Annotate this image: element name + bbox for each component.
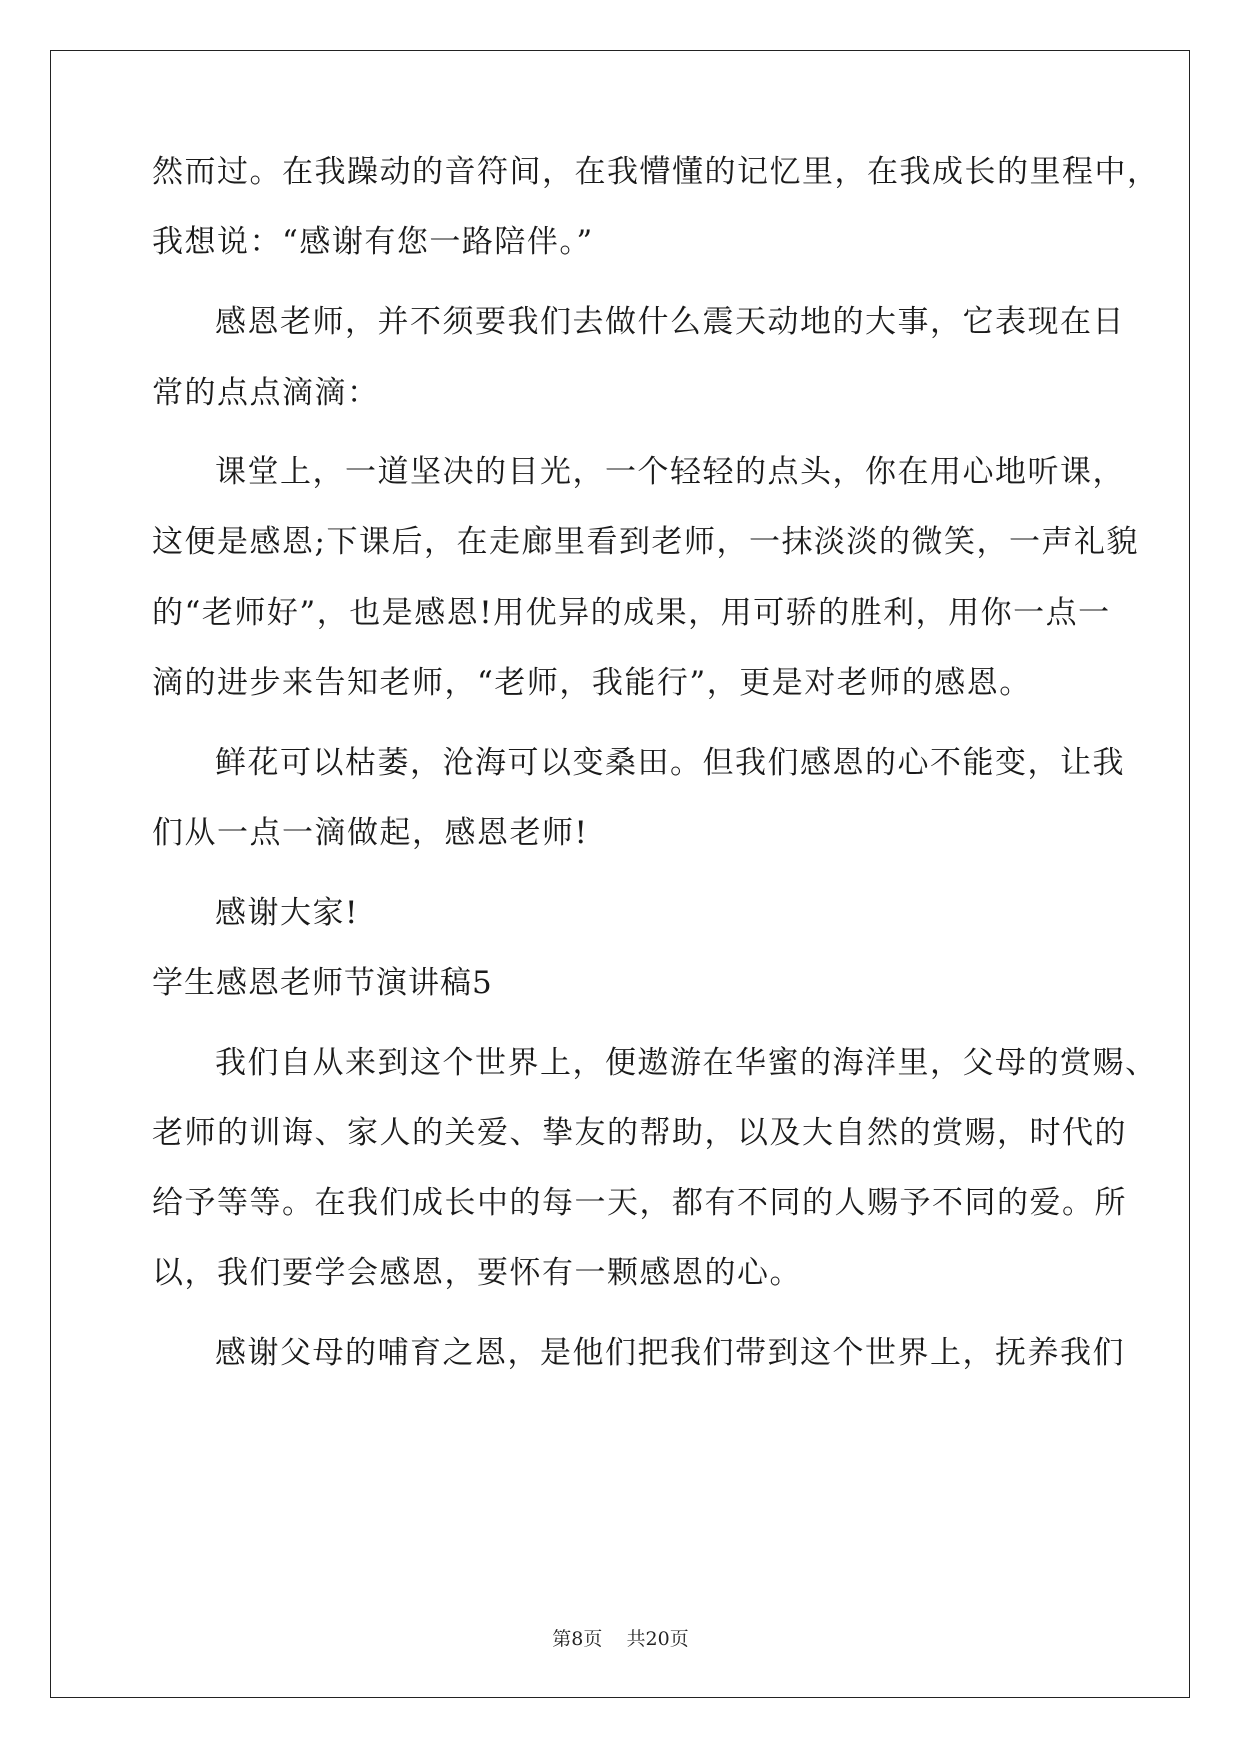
- text-line: 滴的进步来告知老师，“老师，我能行”，更是对老师的感恩。: [152, 665, 1032, 701]
- text-line: 老师的训诲、家人的关爱、挚友的帮助，以及大自然的赏赐，时代的: [152, 1115, 1127, 1151]
- text-line: 常的点点滴滴：: [152, 375, 380, 411]
- text-line: 然而过。在我躁动的音符间，在我懵懂的记忆里，在我成长的里程中，: [152, 154, 1160, 190]
- paragraph-start: 感恩老师，并不须要我们去做什么震天动地的大事，它表现在日: [215, 304, 1125, 340]
- paragraph-start: 感谢父母的哺育之恩，是他们把我们带到这个世界上，抚养我们: [215, 1335, 1125, 1371]
- text-line: 以，我们要学会感恩，要怀有一颗感恩的心。: [152, 1255, 802, 1291]
- section-heading: 学生感恩老师节演讲稿5: [152, 965, 493, 1001]
- paragraph-start: 鲜花可以枯萎，沧海可以变桑田。但我们感恩的心不能变，让我: [215, 745, 1125, 781]
- text-line: 们从一点一滴做起，感恩老师!: [152, 815, 589, 851]
- paragraph-start: 我们自从来到这个世界上，便遨游在华蜜的海洋里，父母的赏赐、: [215, 1045, 1158, 1081]
- paragraph-start: 课堂上，一道坚决的目光，一个轻轻的点头，你在用心地听课，: [215, 454, 1125, 490]
- page-footer: [0, 1627, 1241, 1651]
- page-number: 第8页: [552, 1628, 603, 1650]
- text-line: 给予等等。在我们成长中的每一天，都有不同的人赐予不同的爱。所: [152, 1185, 1127, 1221]
- paragraph-start: 感谢大家!: [215, 895, 359, 931]
- total-pages: 共20页: [626, 1628, 689, 1650]
- page-border: [50, 50, 1190, 1698]
- text-line: 我想说：“感谢有您一路陪伴。”: [152, 224, 594, 260]
- text-line: 的“老师好”，也是感恩!用优异的成果，用可骄的胜利，用你一点一: [152, 595, 1111, 631]
- text-line: 这便是感恩;下课后，在走廊里看到老师，一抹淡淡的微笑，一声礼貌: [152, 524, 1139, 560]
